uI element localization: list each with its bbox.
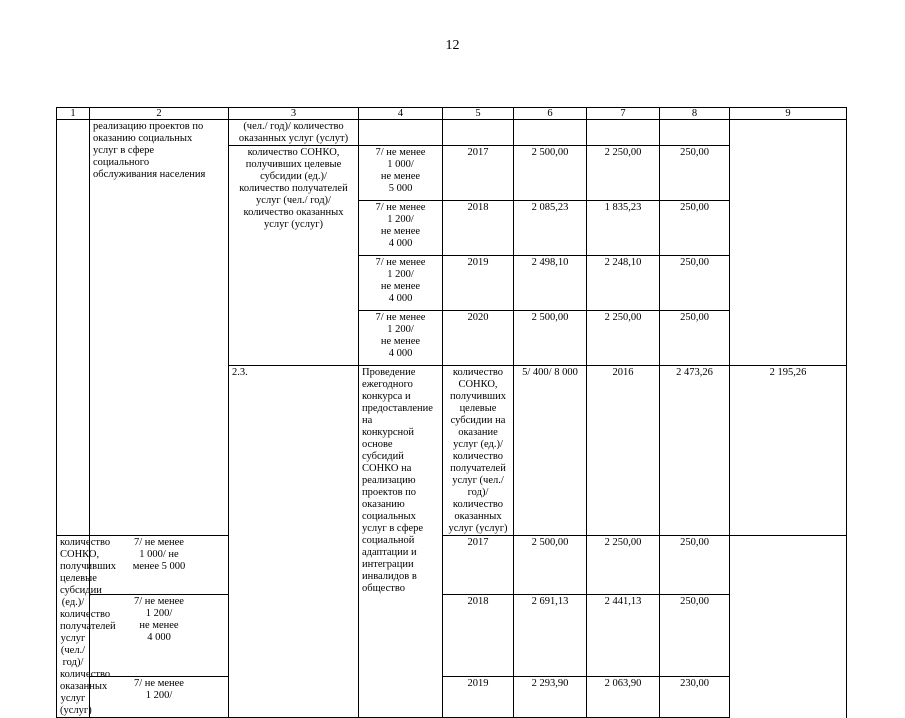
year-cell bbox=[443, 120, 514, 146]
total-cell: 2 500,00 bbox=[514, 536, 587, 595]
regional-budget-cell: 2 250,00 bbox=[587, 311, 660, 366]
year-cell: 2017 bbox=[443, 536, 514, 595]
amount-cell bbox=[587, 120, 660, 146]
number-cell bbox=[57, 120, 90, 536]
other-budget-cell: 250,00 bbox=[660, 146, 730, 201]
header-cell: 2 bbox=[90, 108, 229, 120]
header-cell: 3 bbox=[229, 108, 359, 120]
value-cell: 7/ не менее 1 200/ не менее 4 000 bbox=[359, 201, 443, 256]
other-budget-cell: 250,00 bbox=[660, 201, 730, 256]
value-cell: 7/ не менее 1 200/ не менее 4 000 bbox=[90, 595, 229, 676]
value-cell: 7/ не менее 1 000/ не менее 5 000 bbox=[90, 536, 229, 595]
header-cell: 1 bbox=[57, 108, 90, 120]
table-row bbox=[57, 595, 847, 676]
page-number: 12 bbox=[445, 38, 460, 53]
total-cell: 2 085,23 bbox=[514, 201, 587, 256]
amount-cell bbox=[660, 120, 730, 146]
year-cell: 2018 bbox=[443, 201, 514, 256]
value-cell: 7/ не менее 1 200/ не менее 4 000 bbox=[359, 311, 443, 366]
number-cell: 2.3. bbox=[229, 366, 359, 718]
header-row bbox=[57, 108, 847, 120]
regional-budget-cell: 2 063,90 bbox=[587, 676, 660, 717]
indicator-cell: количество СОНКО, получивших целевые субсидии (ед.)/ количество получателей услуг (чел./ год)/ количество оказанных услуг (услуг) bbox=[57, 536, 90, 718]
total-cell: 2 500,00 bbox=[514, 146, 587, 201]
value-cell: 7/ не менее 1 200/ не менее 4 000 bbox=[359, 256, 443, 311]
header-cell: 5 bbox=[443, 108, 514, 120]
header-cell: 8 bbox=[660, 108, 730, 120]
table-row bbox=[57, 536, 847, 595]
executor-cell bbox=[730, 120, 847, 366]
year-cell: 2018 bbox=[443, 595, 514, 676]
year-cell: 2019 bbox=[443, 676, 514, 717]
other-budget-cell: 250,00 bbox=[660, 311, 730, 366]
total-cell: 2 473,26 bbox=[660, 366, 730, 536]
regional-budget-cell: 2 195,26 bbox=[730, 366, 847, 536]
other-budget-cell: 230,00 bbox=[660, 676, 730, 717]
indicator-cell: количество СОНКО, получивших целевые субсидии (ед.)/ количество получателей услуг (чел./ год)/ количество оказанных услуг (услуг) bbox=[229, 146, 359, 366]
other-budget-cell: 250,00 bbox=[660, 595, 730, 676]
header-cell: 6 bbox=[514, 108, 587, 120]
activity-name-cell: реализацию проектов по оказанию социальных услуг в сфере социального обслуживания населения bbox=[90, 120, 229, 536]
indicator-cell: количество СОНКО, получивших целевые субсидии на оказание услуг (ед.)/ количество получателей услуг (чел./ год)/ количество оказанных услуг (услуг) bbox=[443, 366, 514, 536]
other-budget-cell: 250,00 bbox=[660, 256, 730, 311]
header-cell: 4 bbox=[359, 108, 443, 120]
table-row bbox=[57, 120, 847, 146]
value-cell: 7/ не менее 1 200/ bbox=[90, 676, 229, 717]
year-cell: 2020 bbox=[443, 311, 514, 366]
regional-budget-cell: 2 248,10 bbox=[587, 256, 660, 311]
year-cell: 2019 bbox=[443, 256, 514, 311]
other-budget-cell: 250,00 bbox=[660, 536, 730, 595]
regional-budget-cell: 2 250,00 bbox=[587, 536, 660, 595]
header-cell: 7 bbox=[587, 108, 660, 120]
value-cell: 5/ 400/ 8 000 bbox=[514, 366, 587, 536]
year-cell: 2016 bbox=[587, 366, 660, 536]
regional-budget-cell: 1 835,23 bbox=[587, 201, 660, 256]
table-row bbox=[57, 676, 847, 717]
total-cell: 2 498,10 bbox=[514, 256, 587, 311]
regional-budget-cell: 2 441,13 bbox=[587, 595, 660, 676]
amount-cell bbox=[514, 120, 587, 146]
header-cell: 9 bbox=[730, 108, 847, 120]
total-cell: 2 500,00 bbox=[514, 311, 587, 366]
program-table bbox=[56, 107, 847, 718]
total-cell: 2 293,90 bbox=[514, 676, 587, 717]
total-cell: 2 691,13 bbox=[514, 595, 587, 676]
regional-budget-cell: 2 250,00 bbox=[587, 146, 660, 201]
value-cell: 7/ не менее 1 000/ не менее 5 000 bbox=[359, 146, 443, 201]
indicator-cell: (чел./ год)/ количество оказанных услуг (услут) bbox=[229, 120, 359, 146]
value-cell bbox=[359, 120, 443, 146]
activity-name-cell: Проведение ежегодного конкурса и предоставление на конкурсной основе субсидий СОНКО на реализацию проектов по оказанию социальных услуг в сфере социальной адаптации и интеграции инвалидов в общество bbox=[359, 366, 443, 718]
year-cell: 2017 bbox=[443, 146, 514, 201]
